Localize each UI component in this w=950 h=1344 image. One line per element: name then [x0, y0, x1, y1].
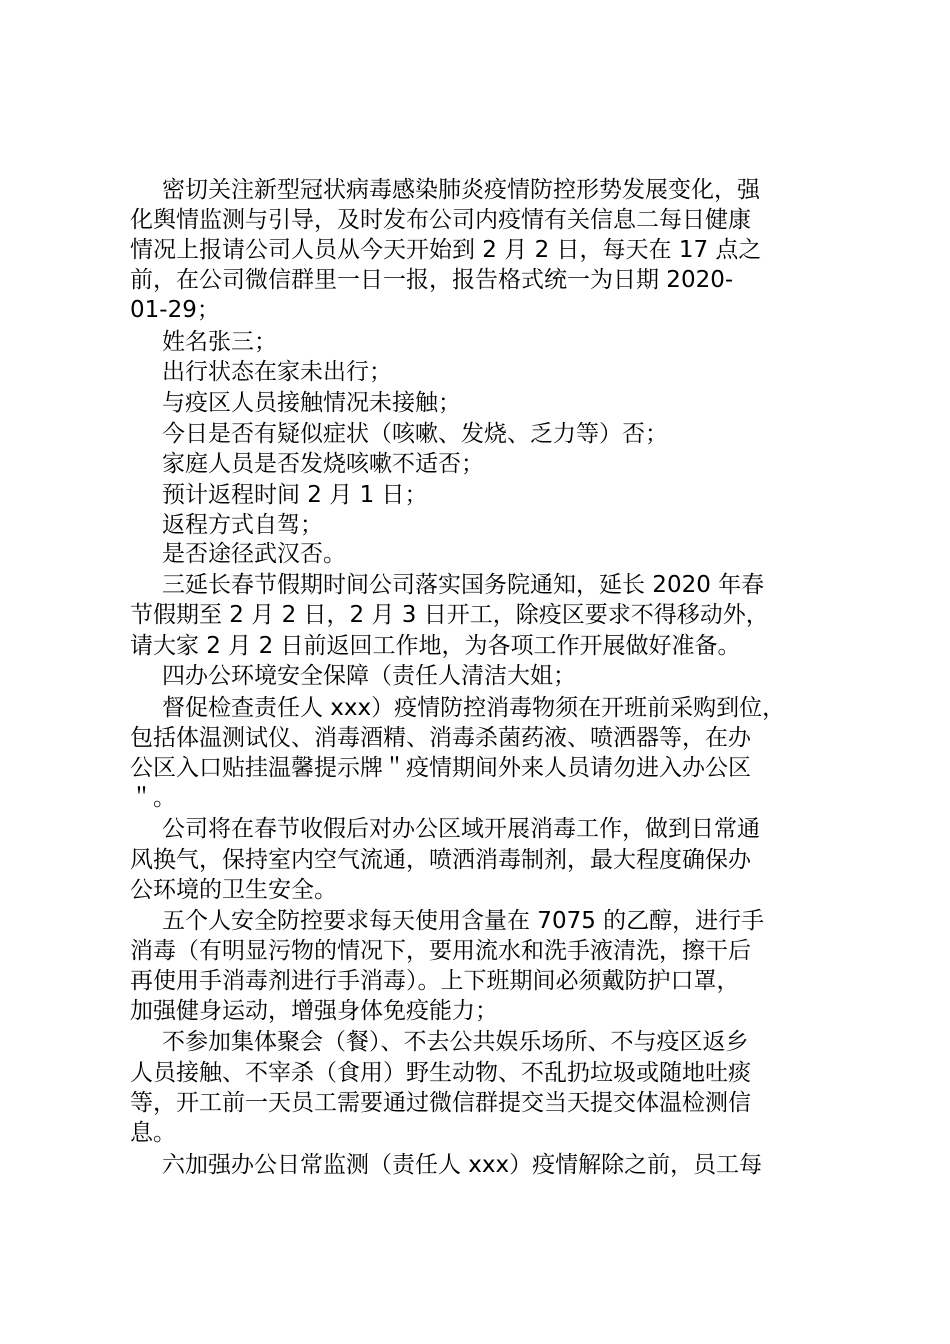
text-line: 节假期至 2 月 2 日，2 月 3 日开工，除疫区要求不得移动外，	[130, 602, 769, 628]
text-line: 01-29；	[130, 297, 220, 323]
text-line: 密切关注新型冠状病毒感染肺炎疫情防控形势发展变化，强	[162, 177, 760, 203]
text-line: 预计返程时间 2 月 1 日；	[162, 482, 428, 508]
text-line: 家庭人员是否发烧咳嗽不适否；	[162, 451, 484, 477]
text-line: 化舆情监测与引导，及时发布公司内疫情有关信息二每日健康	[130, 207, 751, 233]
text-line: ＂。	[130, 785, 176, 811]
text-line: 姓名张三；	[162, 329, 277, 355]
text-line: 请大家 2 月 2 日前返回工作地，为各项工作开展做好准备。	[130, 633, 741, 659]
text-line: 前，在公司微信群里一日一报，报告格式统一为日期 2020-	[130, 267, 734, 293]
text-line: 三延长春节假期时间公司落实国务院通知，延长 2020 年春	[162, 572, 765, 598]
text-line: 不参加集体聚会（餐）、不去公共娱乐场所、不与疫区返乡	[162, 1029, 749, 1055]
text-line: 再使用手消毒剂进行手消毒）。上下班期间必须戴防护口罩，	[130, 968, 740, 994]
text-line: 包括体温测试仪、消毒酒精、消毒杀菌药液、喷洒器等，在办	[130, 725, 751, 751]
text-line: 风换气，保持室内空气流通，喷洒消毒制剂，最大程度确保办	[130, 847, 751, 873]
text-line: 公区入口贴挂温馨提示牌＂疫情期间外来人员请勿进入办公区	[130, 755, 751, 781]
text-line: 五个人安全防控要求每天使用含量在 7075 的乙醇，进行手	[162, 908, 765, 934]
text-line: 消毒（有明显污物的情况下，要用流水和洗手液清洗，擦干后	[130, 938, 751, 964]
text-line: 公司将在春节收假后对办公区域开展消毒工作，做到日常通	[162, 816, 760, 842]
text-line: 返程方式自驾；	[162, 512, 323, 538]
text-line: 与疫区人员接触情况未接触；	[162, 390, 461, 416]
text-line: 六加强办公日常监测（责任人 xxx）疫情解除之前，员工每	[162, 1152, 763, 1178]
text-line: 督促检查责任人 xxx）疫情防控消毒物须在开班前采购到位，	[162, 695, 786, 721]
text-line: 是否途径武汉否。	[162, 541, 346, 567]
text-line: 加强健身运动，增强身体免疫能力；	[130, 998, 498, 1024]
text-line: 四办公环境安全保障（责任人清洁大姐；	[162, 663, 576, 689]
text-line: 公环境的卫生安全。	[130, 877, 337, 903]
text-line: 今日是否有疑似症状（咳嗽、发烧、乏力等）否；	[162, 421, 668, 447]
text-line: 出行状态在家未出行；	[162, 359, 392, 385]
text-line: 情况上报请公司人员从今天开始到 2 月 2 日，每天在 17 点之	[130, 237, 762, 263]
text-line: 人员接触、不宰杀（食用）野生动物、不乱扔垃圾或随地吐痰	[130, 1060, 751, 1086]
text-line: 等，开工前一天员工需要通过微信群提交当天提交体温检测信	[130, 1090, 751, 1116]
text-line: 息。	[130, 1120, 176, 1146]
